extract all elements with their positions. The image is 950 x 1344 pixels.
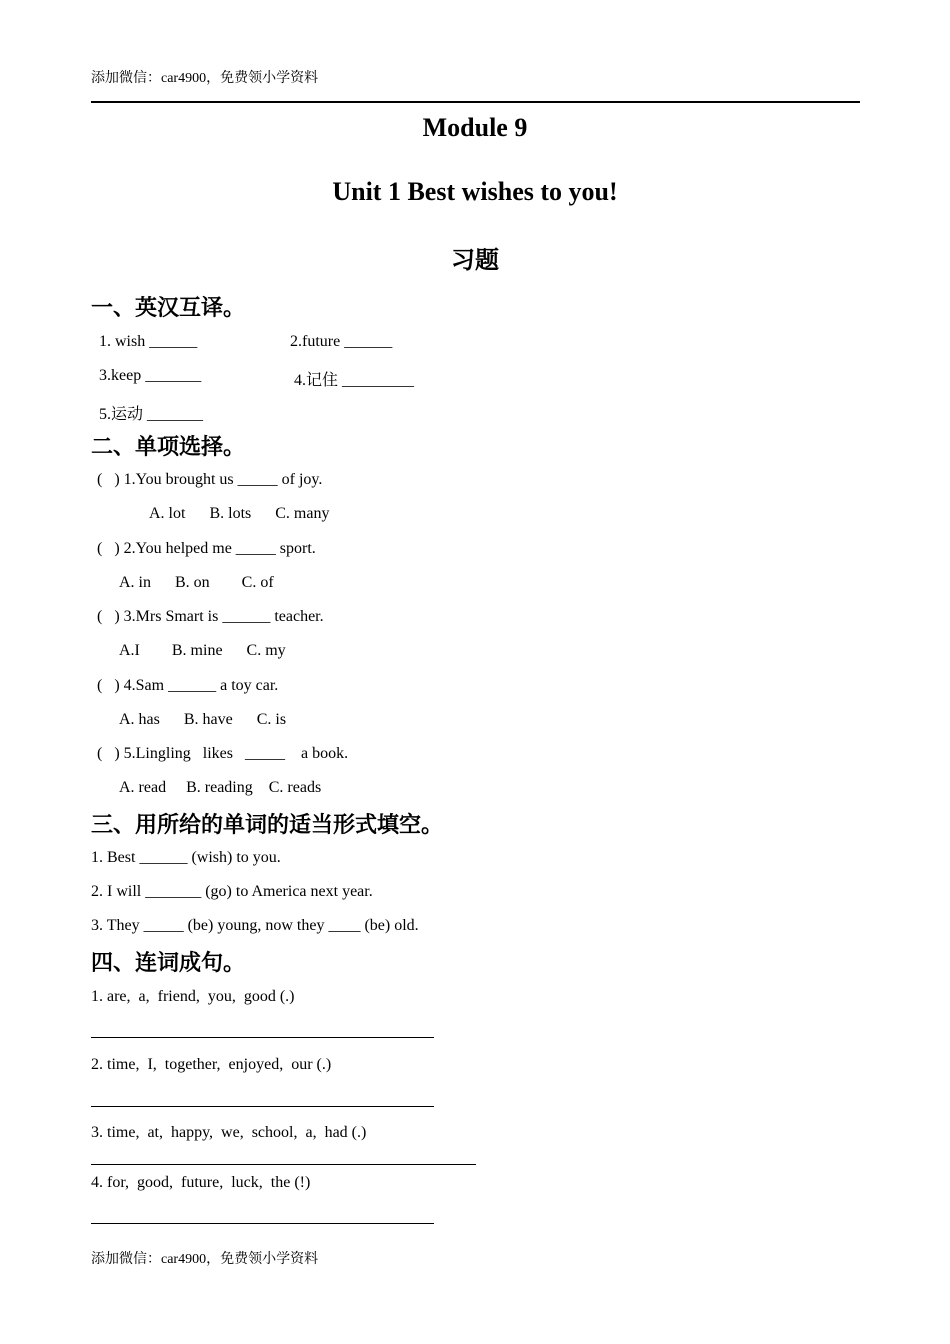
answer-line bbox=[91, 1106, 434, 1107]
exercise-title: 习题 bbox=[451, 246, 499, 274]
page-header: 添加微信：car4900，免费领小学资料 bbox=[91, 71, 319, 86]
question-options: A.I B. mine C. my bbox=[119, 642, 286, 659]
answer-line bbox=[91, 1223, 434, 1224]
sentence-item: 2. time, I, together, enjoyed, our (.) bbox=[91, 1056, 332, 1073]
module-title: Module 9 bbox=[422, 113, 528, 142]
section1-item: 5.运动 _______ bbox=[99, 406, 204, 423]
section3-heading: 三、用所给的单词的适当形式填空。 bbox=[91, 813, 444, 838]
question-options: A. has B. have C. is bbox=[119, 711, 287, 728]
sentence-item: 1. are, a, friend, you, good (.) bbox=[91, 988, 295, 1005]
sentence-item: 3. time, at, happy, we, school, a, had (.) bbox=[91, 1124, 367, 1141]
page-footer: 添加微信：car4900，免费领小学资料 bbox=[91, 1252, 319, 1267]
question-options: A. in B. on C. of bbox=[119, 574, 274, 591]
section2-heading: 二、单项选择。 bbox=[91, 435, 246, 460]
fill-item: 1. Best ______ (wish) to you. bbox=[91, 849, 281, 866]
fill-item: 3. They _____ (be) young, now they ____ (be) old. bbox=[91, 917, 419, 934]
sentence-item: 4. for, good, future, luck, the (!) bbox=[91, 1174, 311, 1191]
section1-item: 4.记住 _________ bbox=[294, 372, 415, 389]
question-stem: ( ) 1.You brought us _____ of joy. bbox=[97, 471, 323, 488]
fill-item: 2. I will _______ (go) to America next year. bbox=[91, 883, 373, 900]
section4-heading: 四、连词成句。 bbox=[91, 951, 246, 976]
section1-item: 1. wish ______ bbox=[99, 333, 198, 350]
header-rule bbox=[91, 101, 860, 103]
question-options: A. lot B. lots C. many bbox=[149, 505, 330, 522]
section1-heading: 一、英汉互译。 bbox=[91, 296, 246, 321]
question-stem: ( ) 2.You helped me _____ sport. bbox=[97, 540, 316, 557]
unit-title: Unit 1 Best wishes to you! bbox=[332, 177, 618, 206]
question-stem: ( ) 4.Sam ______ a toy car. bbox=[97, 677, 279, 694]
question-stem: ( ) 5.Lingling likes _____ a book. bbox=[97, 745, 349, 762]
answer-line bbox=[91, 1164, 476, 1165]
section1-item: 2.future ______ bbox=[290, 333, 393, 350]
question-stem: ( ) 3.Mrs Smart is ______ teacher. bbox=[97, 608, 324, 625]
answer-line bbox=[91, 1037, 434, 1038]
section1-item: 3.keep _______ bbox=[99, 367, 202, 384]
question-options: A. read B. reading C. reads bbox=[119, 779, 322, 796]
